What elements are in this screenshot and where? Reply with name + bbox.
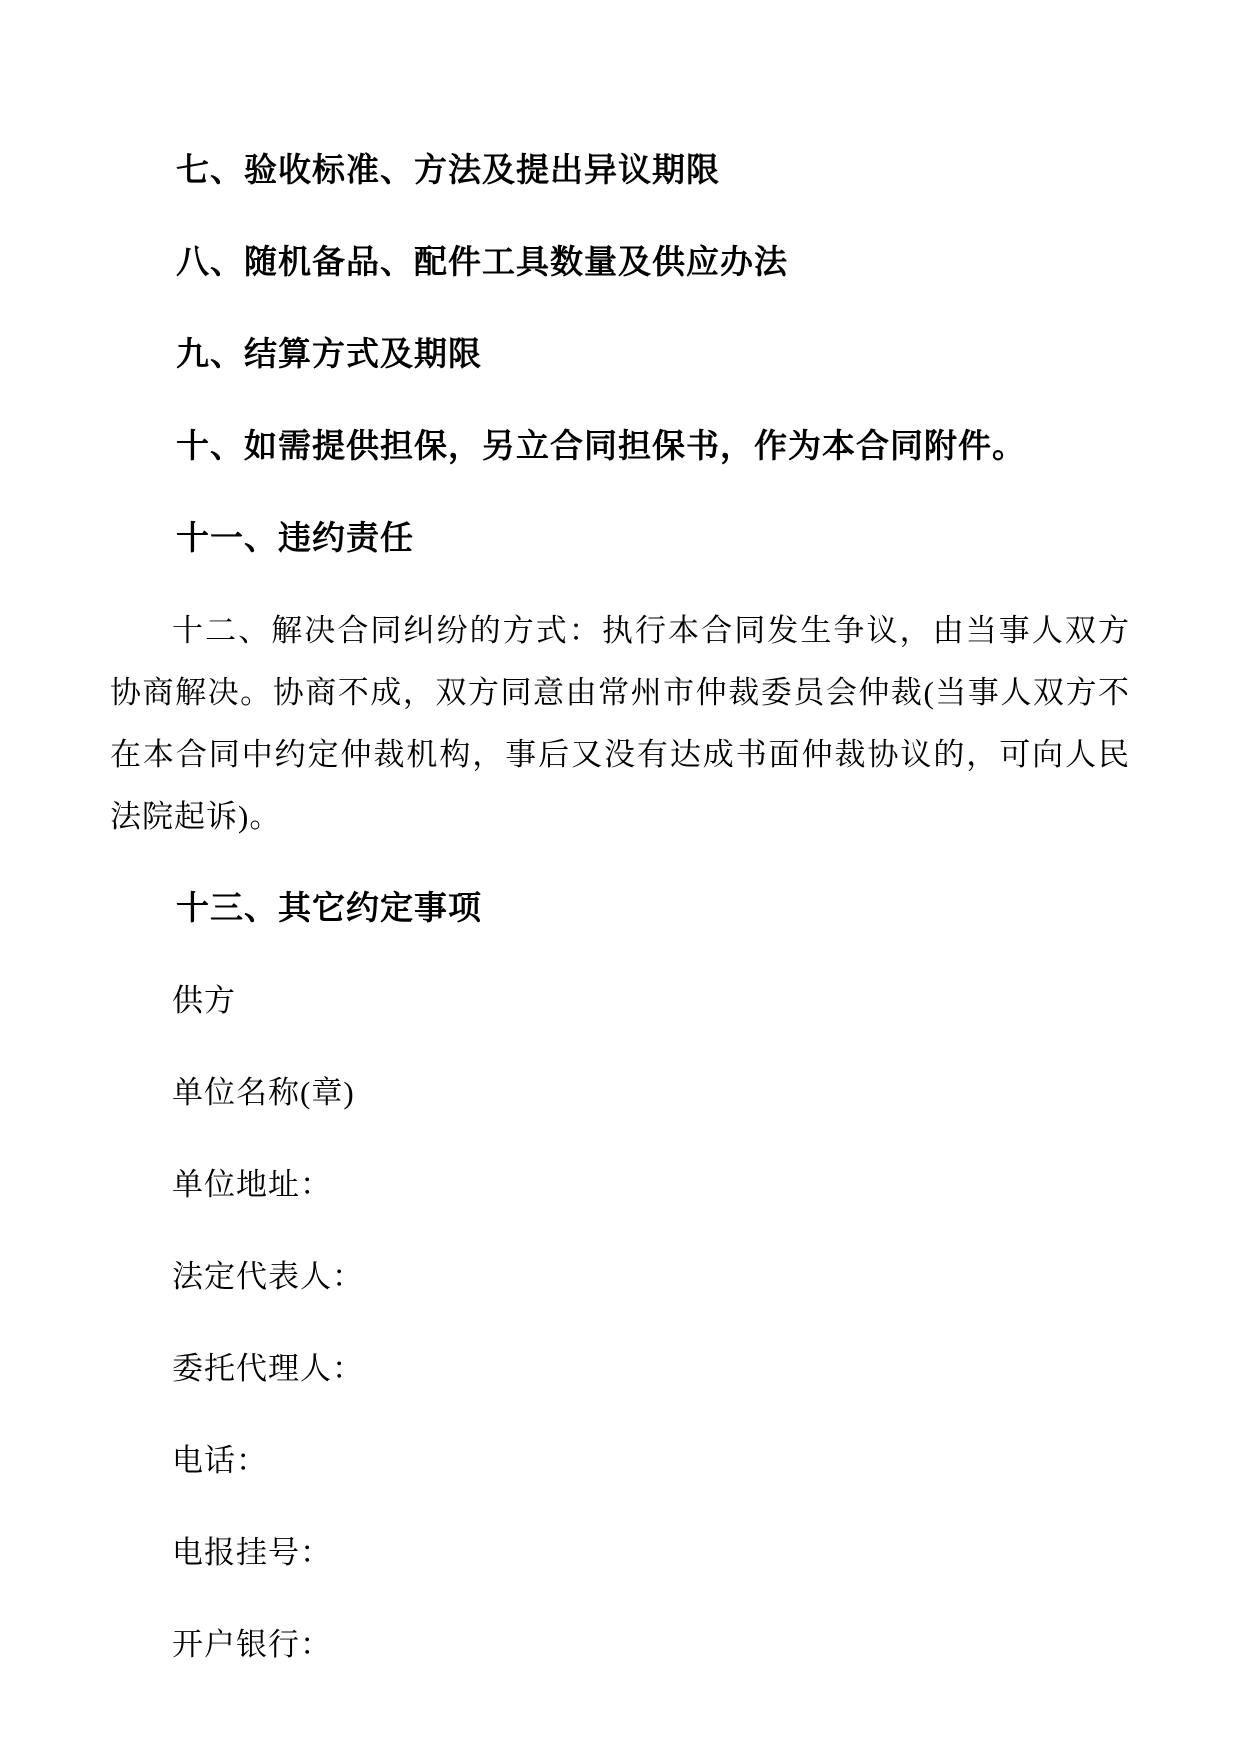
entrusted-agent-label: 委托代理人： [172,1351,364,1386]
telegraph-number-label: 电报挂号： [172,1535,332,1570]
clause-12-dispute-resolution: 十二、解决合同纠纷的方式：执行本合同发生争议，由当事人双方协商解决。协商不成，双方同意由常州市仲裁委员会仲裁(当事人双方不在本合同中约定仲裁机构，事后又没有达成书面仲裁协议的，可向人民法院起诉)。 [110,613,1130,834]
telephone-label: 电话： [172,1443,268,1478]
unit-name-seal-label: 单位名称(章) [172,1075,355,1110]
clause-10-guarantee: 十、如需提供担保，另立合同担保书，作为本合同附件。 [176,429,1026,465]
unit-address-label: 单位地址： [172,1167,332,1202]
clause-11-breach-liability: 十一、违约责任 [176,521,414,557]
clause-9-settlement-method: 九、结算方式及期限 [176,337,482,373]
supplier-party-label: 供方 [172,983,236,1018]
legal-representative-label: 法定代表人： [172,1259,364,1294]
clause-7-acceptance-standards: 七、验收标准、方法及提出异议期限 [176,153,720,189]
opening-bank-label: 开户银行： [172,1627,332,1662]
clause-8-spare-parts: 八、随机备品、配件工具数量及供应办法 [176,245,788,281]
clause-13-other-matters: 十三、其它约定事项 [176,891,482,927]
